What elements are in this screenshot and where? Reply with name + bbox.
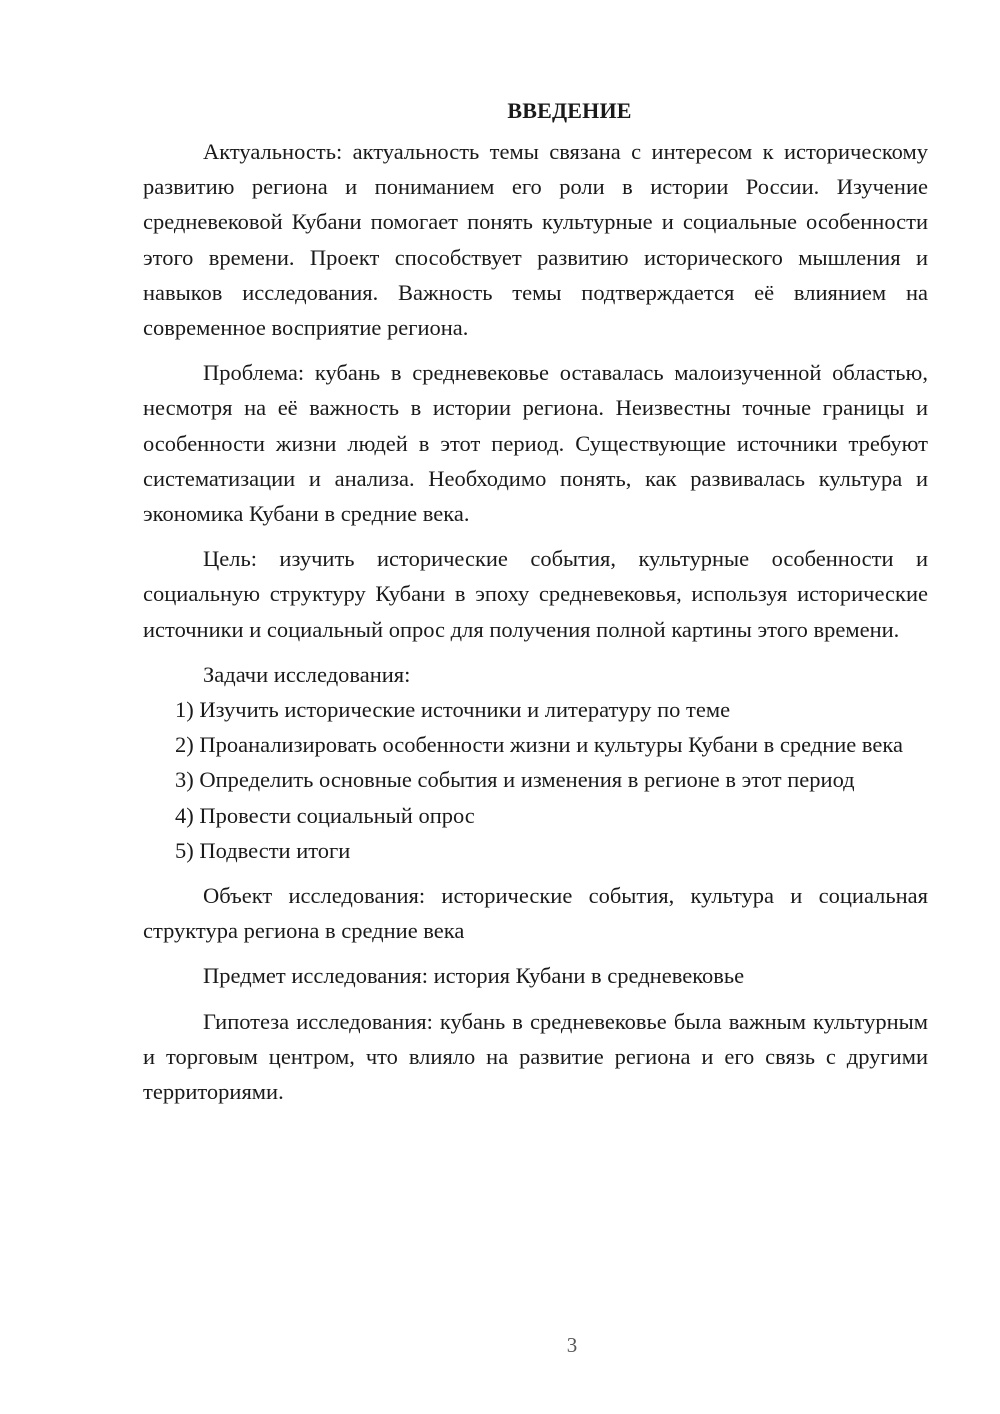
page-number: 3 — [566, 1333, 578, 1357]
task-item-3: 3) Определить основные события и изменения в регионе в этот период — [175, 767, 855, 793]
paragraph-object: Объект исследования: исторические события, культура и социальная структура региона в средние века — [143, 883, 928, 944]
paragraph-hypothesis: Гипотеза исследования: кубань в средневековье была важным культурным и торговым центром, что влияло на развитие региона и его связь с другими территориями. — [143, 1008, 928, 1105]
task-item-5: 5) Подвести итоги — [175, 837, 351, 863]
task-item-4: 4) Провести социальный опрос — [175, 802, 475, 828]
paragraph-problem: Проблема: кубань в средневековье оставалась малоизученной областью, несмотря на её важность в истории региона. Неизвестны точные границы и особенности жизни людей в этот период. Существующие источники требуют систематизации и анализа. Необходимо понять, как развивалась культура и экономика Кубани в средние века. — [143, 360, 928, 527]
paragraph-goal: Цель: изучить исторические события, культурные особенности и социальную структуру Кубани в эпоху средневековья, используя исторические источники и социальный опрос для получения полной картины этого времени. — [143, 546, 928, 642]
page-title: ВВЕДЕНИЕ — [507, 98, 632, 123]
paragraph-relevance: Актуальность: актуальность темы связана с интересом к историческому развитию региона и пониманием его роли в истории России. Изучение средневековой Кубани помогает понять культурные и социальные особенности этого времени. Проект способствует развитию исторического мышления и навыков исследования. Важность темы подтверждается её влиянием на современное восприятие региона. — [143, 139, 928, 341]
task-item-2: 2) Проанализировать особенности жизни и культуры Кубани в средние века — [175, 732, 903, 758]
page-content — [143, 93, 928, 1109]
paragraph-tasks-intro: Задачи исследования: — [203, 661, 411, 687]
paragraph-subject: Предмет исследования: история Кубани в средневековье — [203, 963, 745, 989]
task-item-1: 1) Изучить исторические источники и литературу по теме — [175, 697, 731, 723]
